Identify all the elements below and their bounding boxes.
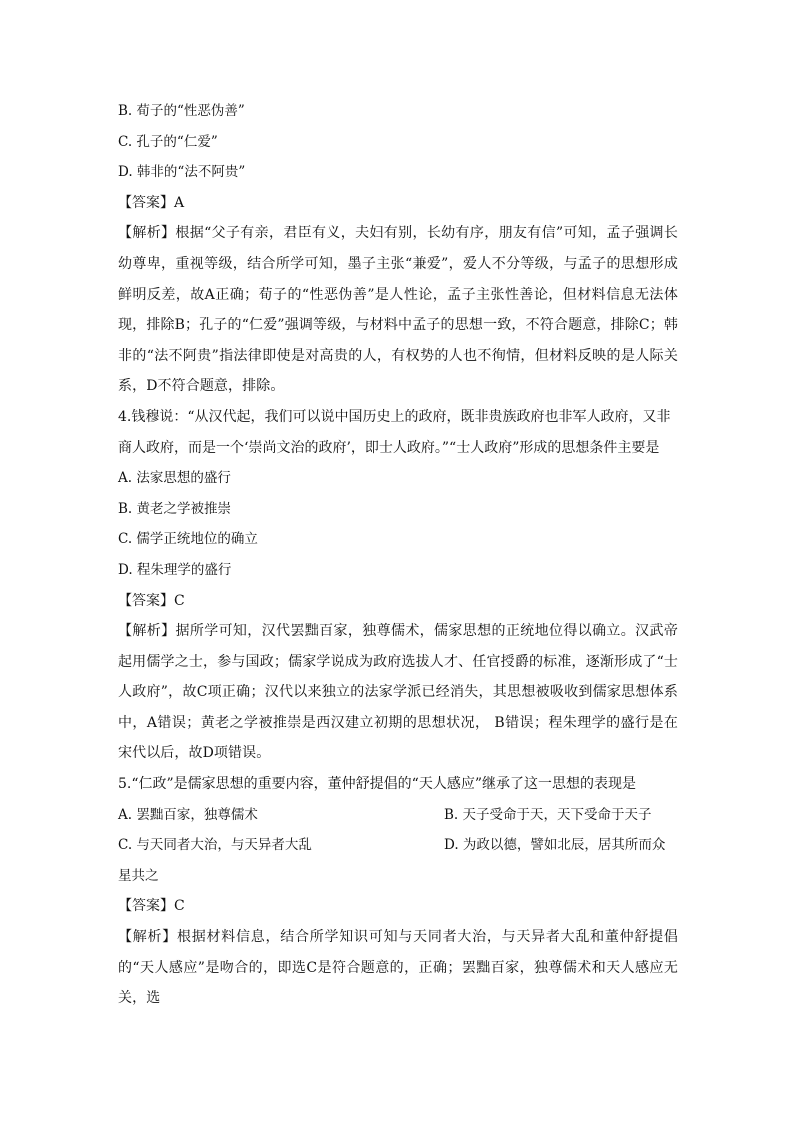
q4-analysis-tag: 【解析】 — [118, 623, 176, 640]
q5-option-b: B. 天子受命于天，天下受命于天子 — [444, 806, 652, 823]
q4-analysis — [118, 616, 678, 769]
q4-option-b: B. 黄老之学被推崇 — [118, 500, 232, 517]
q5-options-row-2 — [118, 830, 678, 861]
q5-options-row-1 — [118, 800, 678, 831]
q5-analysis-text: 根据材料信息，结合所学知识可知与天同者大治，与天异者大乱和董仲舒提倡的“天人感应”是吻合的，即选C是符合题意的，正确；罢黜百家，独尊儒术和天人感应无关，选 — [118, 929, 678, 1007]
q3-analysis-text: 根据“父子有亲，君臣有义，夫妇有别，长幼有序，朋友有信”可知，孟子强调长幼尊卑，重视等级，结合所学可知，墨子主张“兼爱”，爱人不分等级，与孟子的思想形成鲜明反差，故A正确；荀子的“性恶伪善”是人性论，孟子主张性善论，但材料信息无法体现，排除B；孔子的“仁爱”强调等级，与材料中孟子的思想一致，不符合题意，排除C；韩非的“法不阿贵”指法律即使是对高贵的人，有权势的人也不徇情，但材料反映的是人际关系，D不符合题意，排除。 — [118, 225, 678, 395]
q3-option-c: C. 孔子的“仁爱” — [118, 133, 218, 150]
document-page — [118, 96, 678, 1014]
q4-option-c: C. 儒学正统地位的确立 — [118, 531, 258, 548]
q4-analysis-text: 据所学可知，汉代罢黜百家，独尊儒术，儒家思想的正统地位得以确立。汉武帝起用儒学之士，参与国政；儒家学说成为政府选拔人才、任官授爵的标准，逐渐形成了“士人政府”，故C项正确；汉代以来独立的法家学派已经消失，其思想被吸收到儒家思想体系中，A错误；黄老之学被推崇是西汉建立初期的思想状况， B错误；程朱理学的盛行是在宋代以后，故D项错误。 — [118, 623, 678, 762]
q4-option-d: D. 程朱理学的盛行 — [118, 561, 232, 578]
q3-analysis-tag: 【解析】 — [118, 225, 176, 242]
q4-answer: 【答案】C — [118, 592, 185, 609]
q5-stem: 5.“仁政”是儒家思想的重要内容，董仲舒提倡的“天人感应”继承了这一思想的表现是 — [118, 776, 636, 793]
q5-answer: 【答案】C — [118, 898, 185, 915]
q5-analysis-tag: 【解析】 — [118, 929, 178, 946]
q3-option-b: B. 荀子的“性恶伪善” — [118, 103, 245, 119]
q5-option-d-holder — [444, 830, 794, 861]
q5-option-a: A. 罢黜百家，独尊儒术 — [118, 806, 258, 823]
q3-analysis — [118, 218, 678, 402]
q5-options-row-2-inner — [118, 830, 678, 861]
q5-analysis — [118, 922, 678, 1014]
q4-option-a: A. 法家思想的盛行 — [118, 470, 231, 487]
q4-stem: 4.钱穆说：“从汉代起，我们可以说中国历史上的政府，既非贵族政府也非军人政府，又非商人政府，而是一个‘崇尚文治的政府’，即士人政府。”“士人政府”形成的思想条件主要是 — [118, 408, 671, 456]
q5-option-c: C. 与天同者大治，与天异者大乱 — [118, 837, 312, 854]
q5-option-d: D. 为政以德，譬如北辰，居其所而众星共之 — [118, 837, 666, 884]
q3-option-d: D. 韩非的“法不阿贵” — [118, 164, 246, 181]
q3-answer: 【答案】A — [118, 194, 185, 211]
